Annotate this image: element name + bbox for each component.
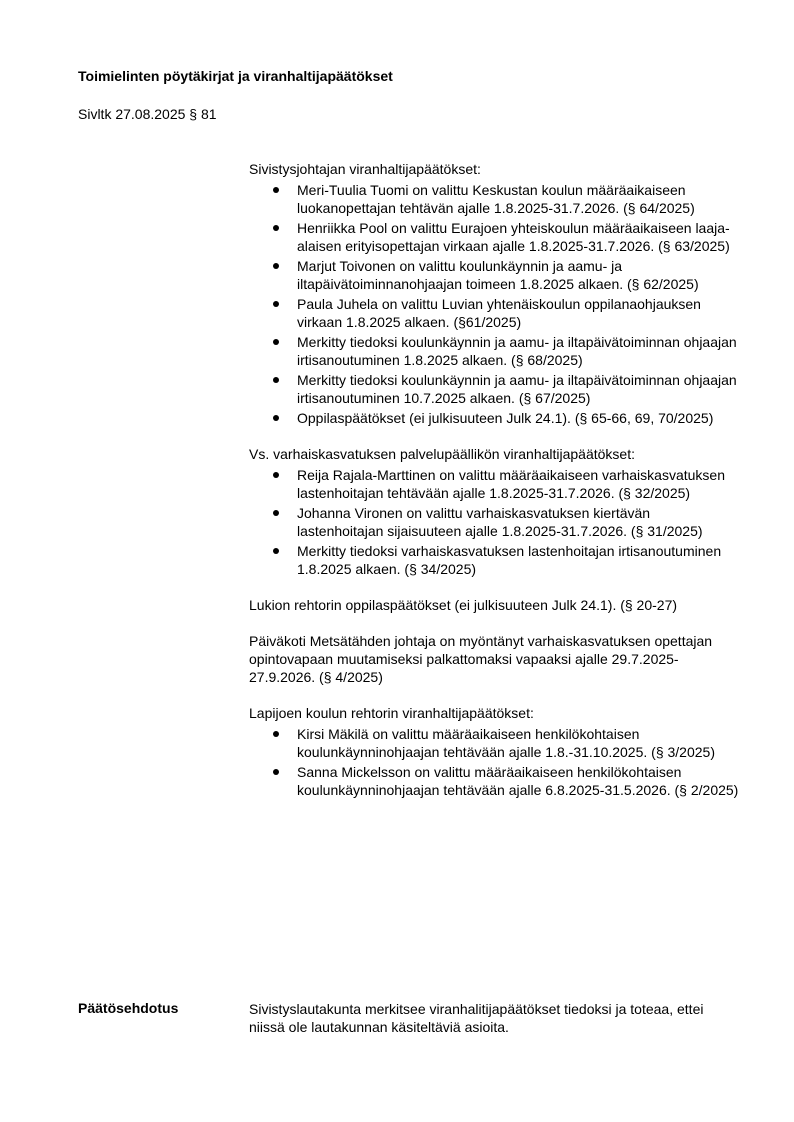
- bullet-icon: [273, 510, 279, 516]
- list-item: Henriikka Pool on valittu Eurajoen yhteiskoulun määräaikaiseen laaja-alaisen erityisopettajan virkaan ajalle 1.8.2025-31.7.2026. (§ 63/2025): [297, 219, 739, 255]
- list-item: Sanna Mickelsson on valittu määräaikaiseen henkilökohtaisen koulunkäynninohjaajan tehtävään ajalle 6.8.2025-31.5.2026. (§ 2/2025): [297, 763, 739, 799]
- list-item: Oppilaspäätökset (ei julkisuuteen Julk 24.1). (§ 65-66, 69, 70/2025): [297, 409, 739, 427]
- section-heading-varhaiskasvatus: Vs. varhaiskasvatuksen palvelupäällikön viranhaltijapäätökset:: [249, 446, 635, 462]
- list-item: Paula Juhela on valittu Luvian yhtenäiskoulun oppilanaohjauksen virkaan 1.8.2025 alkaen. (§61/2025): [297, 295, 739, 331]
- paragraph-paivakoti: Päiväkoti Metsätähden johtaja on myöntänyt varhaiskasvatuksen opettajan opintovapaan muutamiseksi palkattomaksi vapaaksi ajalle 29.7.2025-27.9.2026. (§ 4/2025): [249, 633, 713, 685]
- decisions-body: [249, 160, 739, 801]
- decision-label: Päätösehdotus: [78, 1000, 179, 1016]
- bullet-icon: [273, 548, 279, 554]
- list-sivistysjohtaja: [249, 181, 739, 427]
- bullet-icon: [273, 472, 279, 478]
- list-item: Marjut Toivonen on valittu koulunkäynnin ja aamu- ja iltapäivätoiminnanohjaajan toimeen 1.8.2025 alkaen. (§ 62/2025): [297, 257, 739, 293]
- bullet-icon: [273, 769, 279, 775]
- bullet-icon: [273, 187, 279, 193]
- bullet-icon: [273, 339, 279, 345]
- bullet-icon: [273, 415, 279, 421]
- bullet-icon: [273, 731, 279, 737]
- section-heading-lapijoki: Lapijoen koulun rehtorin viranhaltijapäätökset:: [249, 705, 534, 721]
- list-item: Merkitty tiedoksi koulunkäynnin ja aamu- ja iltapäivätoiminnan ohjaajan irtisanoutuminen 10.7.2025 alkaen. (§ 67/2025): [297, 371, 739, 407]
- list-item: Johanna Vironen on valittu varhaiskasvatuksen kiertävän lastenhoitajan sijaisuuteen ajalle 1.8.2025-31.7.2026. (§ 31/2025): [297, 504, 739, 540]
- list-varhaiskasvatus: [249, 466, 739, 578]
- decision-text: Sivistyslautakunta merkitsee viranhalitijapäätökset tiedoksi ja toteaa, ettei niissä ole lautakunnan käsiteltäviä asioita.: [249, 1001, 704, 1035]
- list-item: Merkitty tiedoksi varhaiskasvatuksen lastenhoitajan irtisanoutuminen 1.8.2025 alkaen. (§ 34/2025): [297, 542, 739, 578]
- paragraph-lukio: Lukion rehtorin oppilaspäätökset (ei julkisuuteen Julk 24.1). (§ 20-27): [249, 597, 678, 613]
- bullet-icon: [273, 225, 279, 231]
- list-item: Kirsi Mäkilä on valittu määräaikaiseen henkilökohtaisen koulunkäynninohjaajan tehtävään ajalle 1.8.-31.10.2025. (§ 3/2025): [297, 725, 739, 761]
- meeting-reference: Sivltk 27.08.2025 § 81: [78, 106, 217, 122]
- bullet-icon: [273, 301, 279, 307]
- section-heading-sivistysjohtaja: Sivistysjohtajan viranhaltijapäätökset:: [249, 161, 481, 177]
- list-item: Reija Rajala-Marttinen on valittu määräaikaiseen varhaiskasvatuksen lastenhoitajan tehtävään ajalle 1.8.2025-31.7.2026. (§ 32/2025): [297, 466, 739, 502]
- bullet-icon: [273, 263, 279, 269]
- page-title: Toimielinten pöytäkirjat ja viranhaltijapäätökset: [78, 68, 393, 84]
- bullet-icon: [273, 377, 279, 383]
- list-item: Merkitty tiedoksi koulunkäynnin ja aamu- ja iltapäivätoiminnan ohjaajan irtisanoutuminen 1.8.2025 alkaen. (§ 68/2025): [297, 333, 739, 369]
- list-lapijoki: [249, 725, 739, 799]
- list-item: Meri-Tuulia Tuomi on valittu Keskustan koulun määräaikaiseen luokanopettajan tehtävän ajalle 1.8.2025-31.7.2026. (§ 64/2025): [297, 181, 739, 217]
